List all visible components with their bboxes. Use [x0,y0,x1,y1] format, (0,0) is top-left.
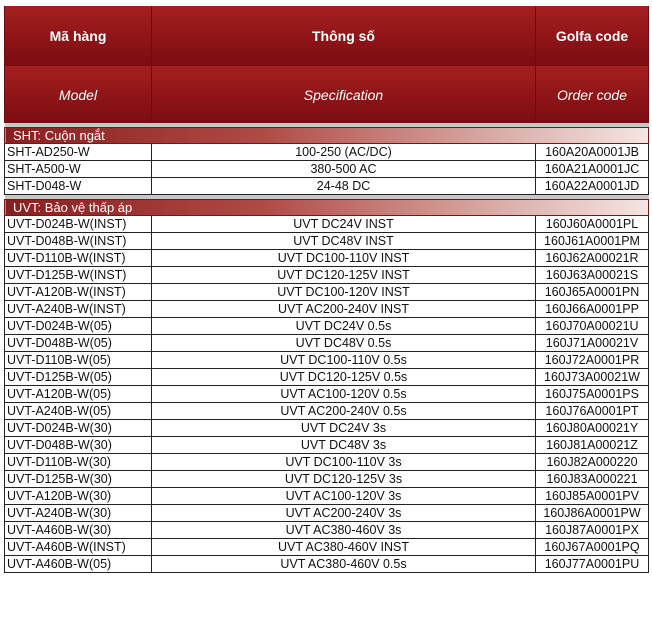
product-table-container [4,6,648,573]
table-row [5,250,649,267]
table-row [5,437,649,454]
table-body [5,123,649,573]
header-model-vi: Mã hàng [5,6,152,66]
product-code-table [4,6,649,573]
header-spec-vi: Thông số [152,6,536,66]
model-cell: SHT-AD250-W [5,144,152,161]
section-header-row [5,200,649,216]
model-cell: UVT-D048B-W(30) [5,437,152,454]
order-code-cell: 160J87A0001PX [536,522,649,539]
section-header-row [5,128,649,144]
table-row [5,471,649,488]
model-cell: UVT-A240B-W(30) [5,505,152,522]
table-row [5,178,649,195]
spec-cell: 24-48 DC [152,178,536,195]
spec-cell: UVT AC100-120V 0.5s [152,386,536,403]
table-row [5,454,649,471]
model-cell: UVT-D110B-W(30) [5,454,152,471]
table-row [5,488,649,505]
spec-cell: 380-500 AC [152,161,536,178]
order-code-cell: 160J63A00021S [536,267,649,284]
order-code-cell: 160J62A00021R [536,250,649,267]
order-code-cell: 160J72A0001PR [536,352,649,369]
table-row [5,267,649,284]
spec-cell: UVT AC200-240V INST [152,301,536,318]
spec-cell: UVT AC200-240V 3s [152,505,536,522]
model-cell: UVT-A240B-W(INST) [5,301,152,318]
model-cell: SHT-A500-W [5,161,152,178]
order-code-cell: 160J70A00021U [536,318,649,335]
order-code-cell: 160A22A0001JD [536,178,649,195]
table-row [5,335,649,352]
table-row [5,161,649,178]
model-cell: UVT-D110B-W(05) [5,352,152,369]
model-cell: SHT-D048-W [5,178,152,195]
model-cell: UVT-D125B-W(INST) [5,267,152,284]
spec-cell: UVT DC100-110V 3s [152,454,536,471]
table-row [5,352,649,369]
order-code-cell: 160J77A0001PU [536,556,649,573]
order-code-cell: 160J83A000221 [536,471,649,488]
spec-cell: UVT DC48V 3s [152,437,536,454]
spec-cell: UVT AC200-240V 0.5s [152,403,536,420]
table-header [5,6,649,123]
table-row [5,420,649,437]
model-cell: UVT-D048B-W(05) [5,335,152,352]
spec-cell: 100-250 (AC/DC) [152,144,536,161]
order-code-cell: 160A21A0001JC [536,161,649,178]
table-row [5,539,649,556]
model-cell: UVT-A240B-W(05) [5,403,152,420]
order-code-cell: 160J75A0001PS [536,386,649,403]
order-code-cell: 160A20A0001JB [536,144,649,161]
spec-cell: UVT DC24V INST [152,216,536,233]
header-code-en: Order code [536,66,649,123]
order-code-cell: 160J82A000220 [536,454,649,471]
model-cell: UVT-D024B-W(30) [5,420,152,437]
table-row [5,386,649,403]
section-title: SHT: Cuộn ngắt [5,128,649,144]
table-row [5,216,649,233]
model-cell: UVT-A460B-W(INST) [5,539,152,556]
order-code-cell: 160J60A0001PL [536,216,649,233]
model-cell: UVT-D125B-W(30) [5,471,152,488]
table-row [5,301,649,318]
header-model-en: Model [5,66,152,123]
spec-cell: UVT DC24V 3s [152,420,536,437]
model-cell: UVT-D024B-W(05) [5,318,152,335]
spec-cell: UVT AC100-120V 3s [152,488,536,505]
model-cell: UVT-A120B-W(30) [5,488,152,505]
order-code-cell: 160J66A0001PP [536,301,649,318]
order-code-cell: 160J71A00021V [536,335,649,352]
spec-cell: UVT AC380-460V 0.5s [152,556,536,573]
spec-cell: UVT DC100-110V 0.5s [152,352,536,369]
spec-cell: UVT AC380-460V INST [152,539,536,556]
order-code-cell: 160J65A0001PN [536,284,649,301]
spec-cell: UVT DC24V 0.5s [152,318,536,335]
table-row [5,403,649,420]
model-cell: UVT-A460B-W(30) [5,522,152,539]
table-row [5,522,649,539]
order-code-cell: 160J76A0001PT [536,403,649,420]
spec-cell: UVT DC120-125V INST [152,267,536,284]
order-code-cell: 160J86A0001PW [536,505,649,522]
header-code-vi: Golfa code [536,6,649,66]
model-cell: UVT-A120B-W(05) [5,386,152,403]
order-code-cell: 160J80A00021Y [536,420,649,437]
spec-cell: UVT DC120-125V 3s [152,471,536,488]
order-code-cell: 160J61A0001PM [536,233,649,250]
table-row [5,505,649,522]
order-code-cell: 160J73A00021W [536,369,649,386]
model-cell: UVT-D048B-W(INST) [5,233,152,250]
spec-cell: UVT DC120-125V 0.5s [152,369,536,386]
spec-cell: UVT DC48V 0.5s [152,335,536,352]
table-row [5,318,649,335]
header-spec-en: Specification [152,66,536,123]
model-cell: UVT-D024B-W(INST) [5,216,152,233]
spec-cell: UVT DC100-120V INST [152,284,536,301]
spec-cell: UVT DC48V INST [152,233,536,250]
table-row [5,369,649,386]
table-row [5,144,649,161]
model-cell: UVT-D125B-W(05) [5,369,152,386]
order-code-cell: 160J67A0001PQ [536,539,649,556]
order-code-cell: 160J85A0001PV [536,488,649,505]
model-cell: UVT-A120B-W(INST) [5,284,152,301]
section-title: UVT: Bảo vệ thấp áp [5,200,649,216]
spec-cell: UVT AC380-460V 3s [152,522,536,539]
table-row [5,556,649,573]
model-cell: UVT-D110B-W(INST) [5,250,152,267]
table-row [5,233,649,250]
model-cell: UVT-A460B-W(05) [5,556,152,573]
order-code-cell: 160J81A00021Z [536,437,649,454]
spec-cell: UVT DC100-110V INST [152,250,536,267]
table-row [5,284,649,301]
